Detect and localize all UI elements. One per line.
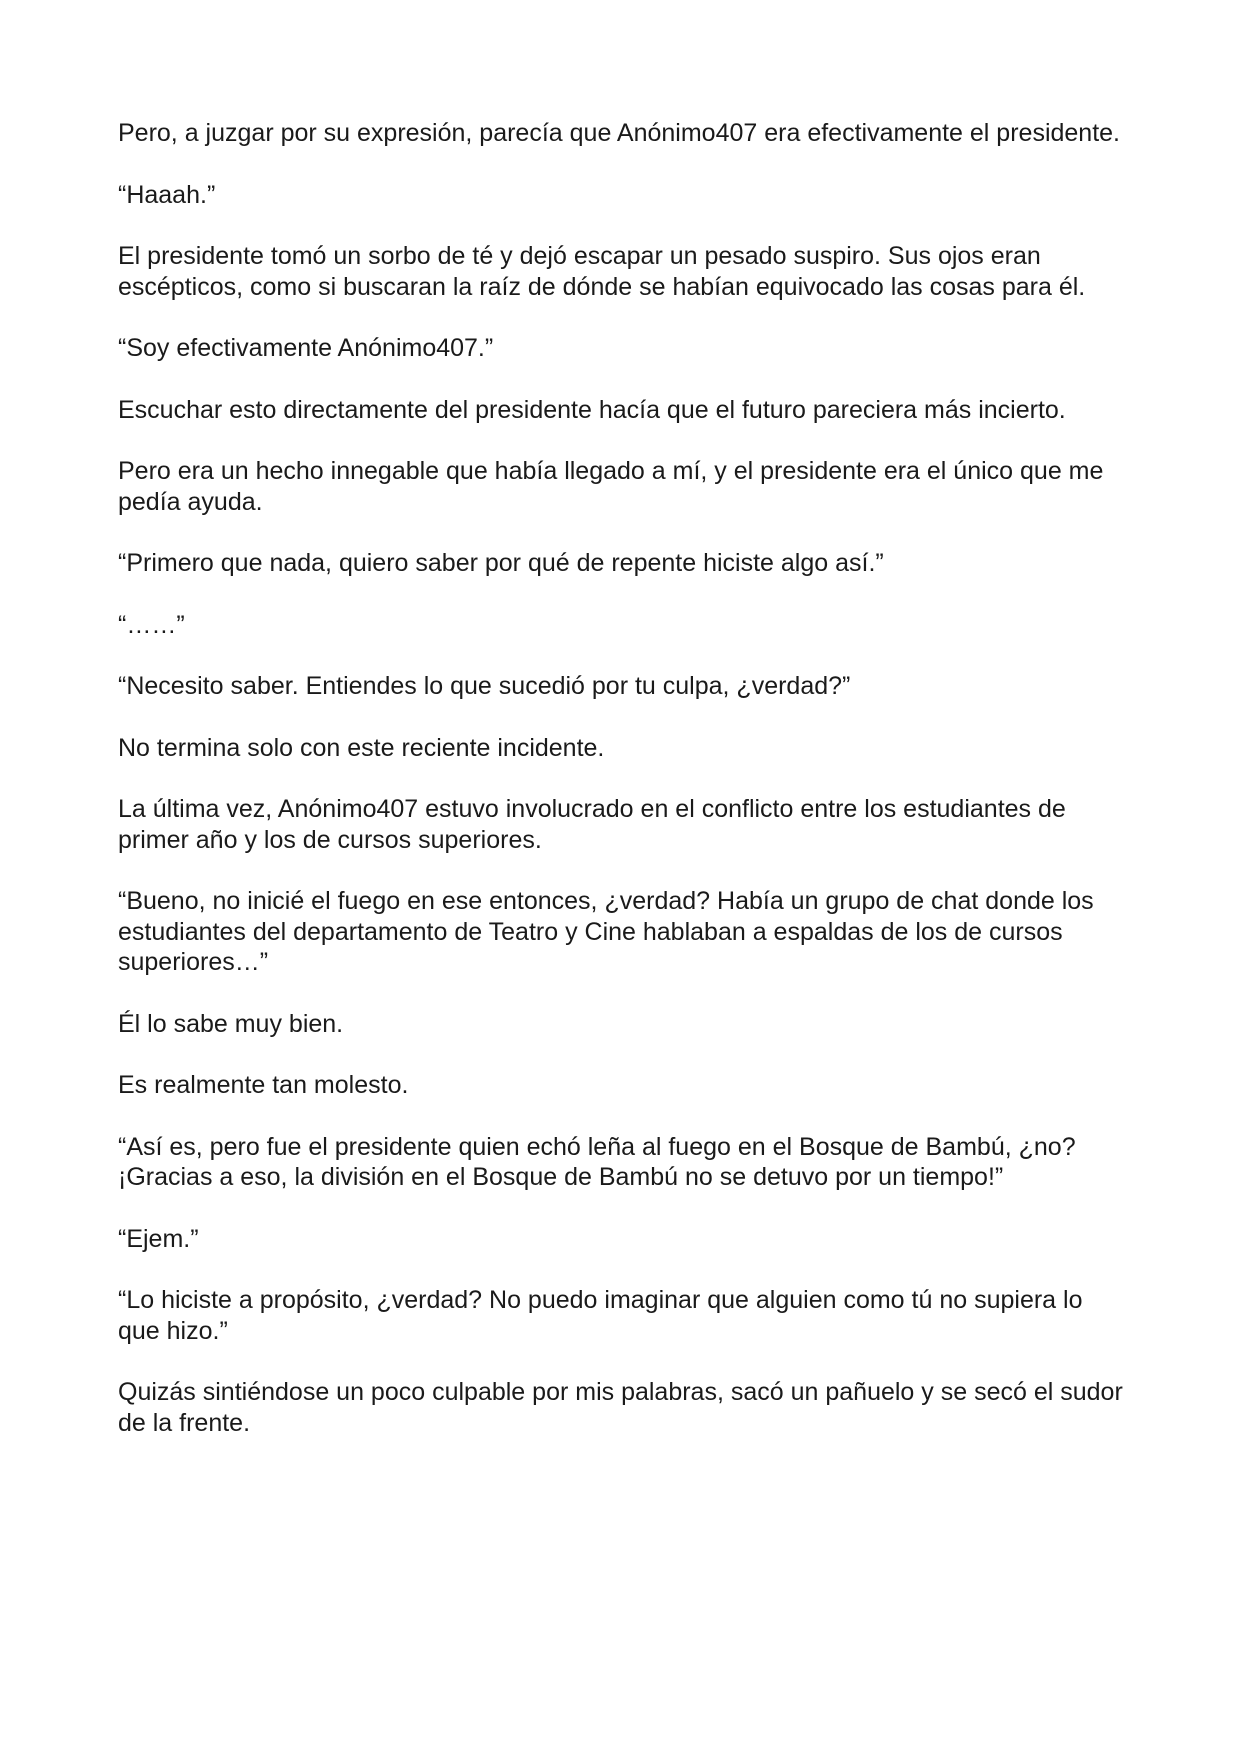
paragraph: “Haaah.” (118, 180, 216, 209)
paragraph: “Bueno, no inicié el fuego en ese entonces, ¿verdad? Había un grupo de chat donde los estudiantes del departamento de Teatro y Cine hablaban a espaldas de los de cursos superiores…” (118, 887, 1094, 976)
paragraph: “Ejem.” (118, 1224, 199, 1253)
paragraph: Es realmente tan molesto. (118, 1071, 409, 1099)
paragraph: No termina solo con este reciente incidente. (118, 733, 605, 762)
text-body (118, 118, 1128, 1469)
paragraph: “Necesito saber. Entiendes lo que sucedió por tu culpa, ¿verdad?” (118, 672, 851, 700)
paragraph: El presidente tomó un sorbo de té y dejó escapar un pesado suspiro. Sus ojos eran escépticos, como si buscaran la raíz de dónde se habían equivocado las cosas para él. (118, 242, 1086, 301)
paragraph: Él lo sabe muy bien. (118, 1009, 344, 1038)
paragraph: Quizás sintiéndose un poco culpable por mis palabras, sacó un pañuelo y se secó el sudor de la frente. (118, 1378, 1123, 1437)
paragraph: “Lo hiciste a propósito, ¿verdad? No puedo imaginar que alguien como tú no supiera lo que hizo.” (118, 1286, 1083, 1345)
paragraph: “Primero que nada, quiero saber por qué de repente hiciste algo así.” (118, 549, 884, 577)
paragraph: Pero era un hecho innegable que había llegado a mí, y el presidente era el único que me pedía ayuda. (118, 457, 1104, 516)
paragraph: Escuchar esto directamente del presidente hacía que el futuro pareciera más incierto. (118, 395, 1066, 424)
paragraph: Pero, a juzgar por su expresión, parecía que Anónimo407 era efectivamente el presidente. (118, 119, 1121, 147)
paragraph: “……” (118, 610, 185, 639)
paragraph: “Soy efectivamente Anónimo407.” (118, 334, 494, 362)
paragraph: La última vez, Anónimo407 estuvo involucrado en el conflicto entre los estudiantes de primer año y los de cursos superiores. (118, 795, 1066, 854)
paragraph: “Así es, pero fue el presidente quien echó leña al fuego en el Bosque de Bambú, ¿no? ¡Gracias a eso, la división en el Bosque de Bambú no se detuvo por un tiempo!” (118, 1132, 1076, 1191)
